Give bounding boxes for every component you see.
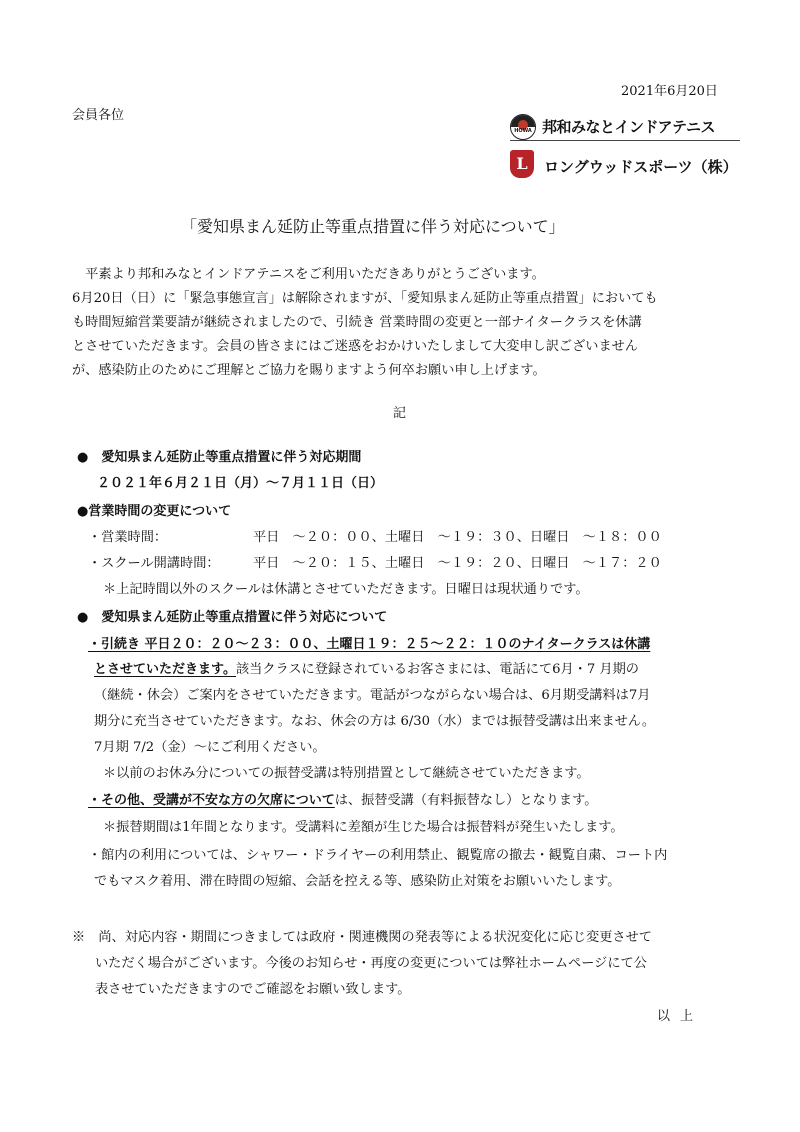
intro-line: 平素より邦和みなとインドアテニスをご利用いただきありがとうございます。 — [72, 267, 545, 282]
section1-period: ２０２１年６月２１日（月）～７月１１日（日） — [97, 476, 384, 491]
howa-emblem-icon: HOWA — [510, 114, 536, 140]
notice-title: 「愛知県まん延防止等重点措置に伴う対応について」 — [181, 217, 565, 236]
bullet3-text: ・館内の利用については、シャワー・ドライヤーの利用禁止、観覧席の撤去・観覧自粛、コート内 — [88, 848, 668, 863]
closing-mark: 以上 — [657, 1009, 704, 1024]
howa-logo-name: 邦和みなとインドアテニス — [542, 118, 715, 136]
footnote-line: いただく場合がございます。今後のお知らせ・再度の変更については弊社ホームページにて公 — [95, 956, 647, 971]
section3-heading: ● 愛知県まん延防止等重点措置に伴う対応について — [77, 610, 388, 625]
ki-mark: 記 — [393, 406, 407, 421]
intro-line: が、感染防止のためにご理解とご協力を賜りますよう何卒お願い申し上げます。 — [72, 363, 546, 378]
night-class-cancel-notice-cont: とさせていただきます。 — [94, 662, 236, 677]
absence-text: は、振替受講（有料振替なし）となります。 — [334, 793, 598, 808]
bullet2-note: ＊振替期間は1年間となります。受講料に差額が生じた場合は振替料が発生いたします。 — [103, 820, 624, 835]
school-hours-label: ・スクール開講時間： — [88, 556, 220, 571]
section1-heading: ● 愛知県まん延防止等重点措置に伴う対応期間 — [77, 450, 362, 465]
absence-notice: ・その他、受講が不安な方の欠席について — [88, 793, 335, 808]
bullet1-text: （継続・休会）ご案内をさせていただきます。電話がつながらない場合は、6月期受講料は7月 — [94, 688, 651, 703]
hours-label: ・営業時間： — [88, 530, 168, 545]
footnote-line: 表させていただきますのでご確認をお願い致します。 — [95, 982, 411, 997]
longwood-shield-icon: L — [510, 150, 534, 178]
intro-line: も時間短縮営業要請が継続されましたので、引続き 営業時間の変更と一部ナイタークラスを休講 — [72, 315, 642, 330]
bullet1-text: 期分に充当させていただきます。なお、休会の方は 6/30（水）までは振替受講は出来ません。 — [94, 714, 656, 729]
intro-line: 6月20日（日）に「緊急事態宣言」は解除されますが、「愛知県まん延防止等重点措置」においても — [72, 291, 658, 306]
hours-value: 平日 ～２０：００、土曜日 ～１９：３０、日曜日 ～１８：００ — [253, 530, 662, 545]
school-hours-value: 平日 ～２０：１５、土曜日 ～１９：２０、日曜日 ～１７：２０ — [253, 556, 662, 571]
intro-line: とさせていただきます。会員の皆さまにはご迷惑をおかけいたしまして大変申し訳ございません — [72, 339, 639, 354]
bullet1-text: 該当クラスに登録されているお客さまには、電話にて6月・7 月期の — [235, 662, 639, 677]
section2-note: ＊上記時間以外のスクールは休講とさせていただきます。日曜日は現状通りです。 — [103, 582, 589, 597]
longwood-logo — [510, 150, 750, 180]
addressee: 会員各位 — [72, 108, 125, 123]
section2-heading: ●営業時間の変更について — [77, 504, 232, 519]
bullet3-text: でもマスク着用、滞在時間の短縮、会話を控える等、感染防止対策をお願いいたします。 — [94, 874, 621, 889]
footnote-line: ※ 尚、対応内容・期間につきましては政府・関連機関の発表等による状況変化に応じ変更させて — [72, 930, 652, 945]
bullet1-note: ＊以前のお休み分についての振替受講は特別措置として継続させていただきます。 — [103, 766, 590, 781]
bullet1-text: 7月期 7/2（金）～にご利用ください。 — [94, 740, 326, 755]
document-date: 2021年6月20日 — [621, 84, 718, 99]
howa-logo — [510, 114, 740, 140]
longwood-logo-name: ロングウッドスポーツ（株） — [544, 158, 738, 176]
night-class-cancel-notice: ・引続き 平日２０：２０～２３：００、土曜日１９：２５～２２：１０のナイタークラスは休講 — [88, 637, 651, 652]
